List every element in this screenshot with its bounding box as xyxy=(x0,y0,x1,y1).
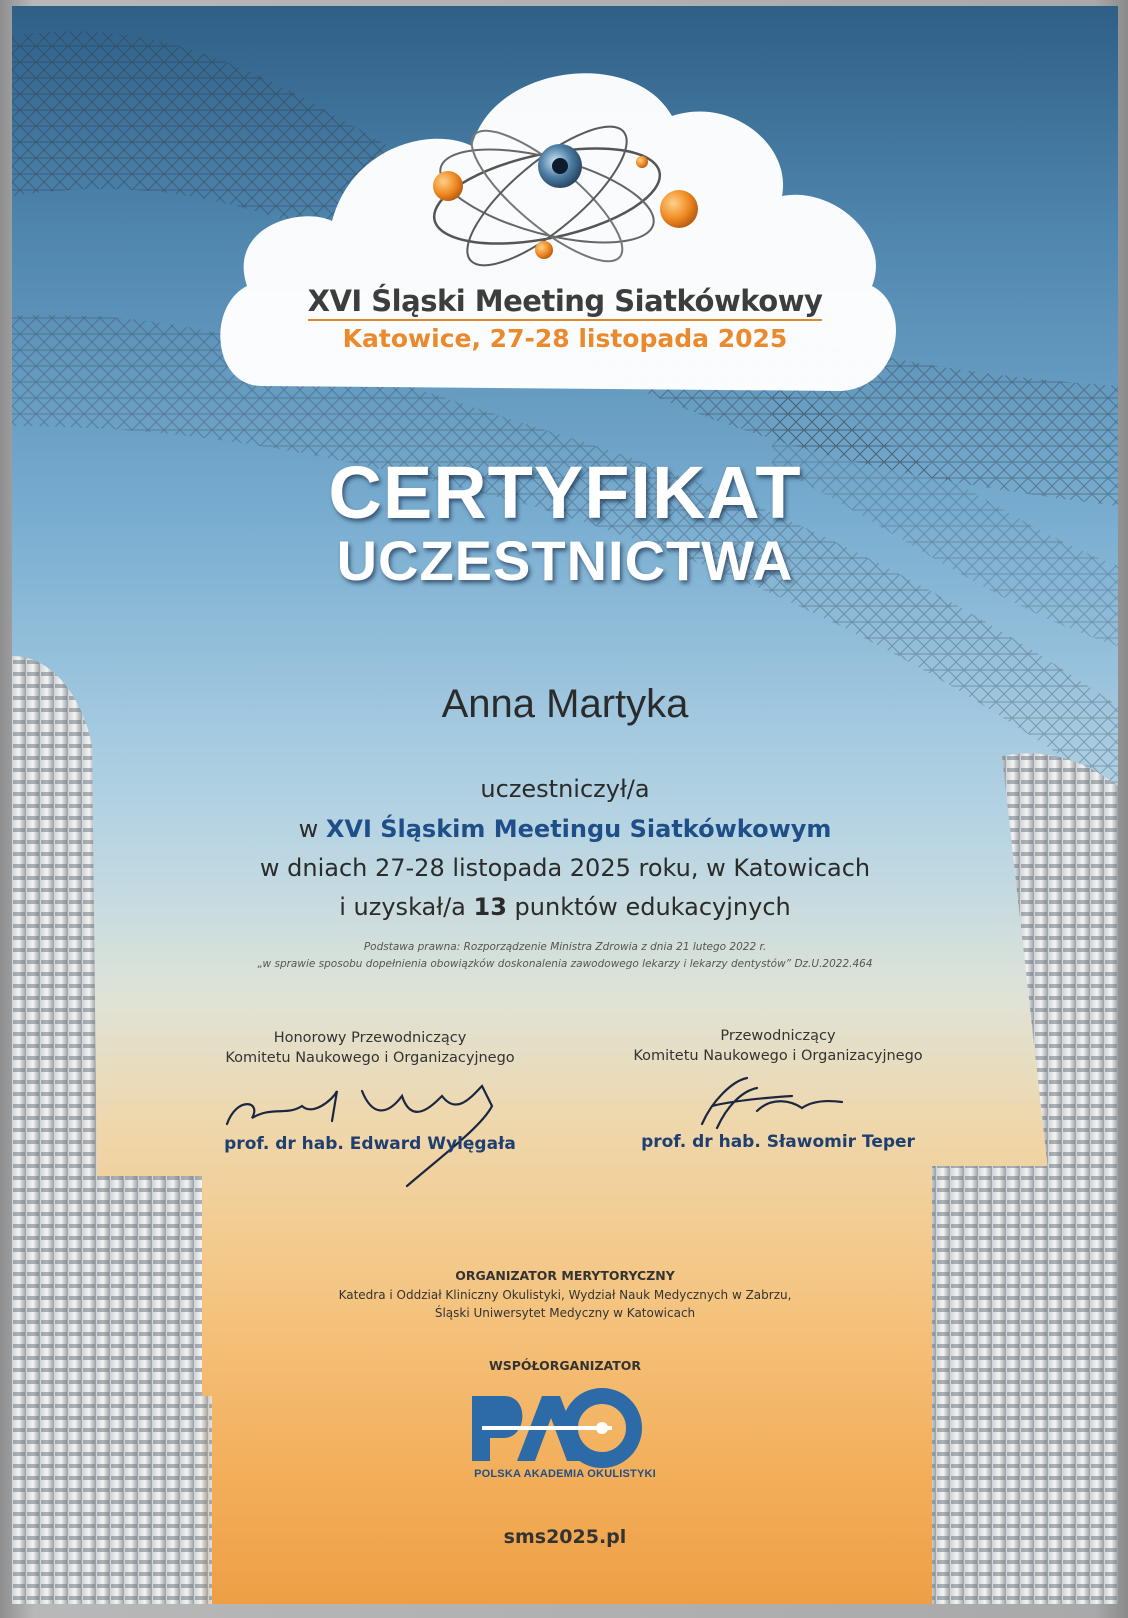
certificate-heading-line1: CERTYFIKAT xyxy=(328,451,802,534)
right-role-line1: Przewodniczący xyxy=(720,1028,836,1044)
body-line-1: uczestniczył/a xyxy=(480,775,650,803)
left-signatory-name: prof. dr hab. Edward Wylęgała xyxy=(224,1134,516,1154)
left-role-line1: Honorowy Przewodniczący xyxy=(273,1030,467,1046)
signature-block-right xyxy=(568,1026,988,1152)
website-link[interactable]: sms2025.pl xyxy=(503,1526,627,1548)
body-line-3: w dniach 27-28 listopada 2025 roku, w Katowicach xyxy=(259,854,871,882)
body-line-2-prefix: w xyxy=(298,815,326,843)
co-organizer-logo-subtitle: POLSKA AKADEMIA OKULISTYKI xyxy=(474,1468,656,1480)
body-line-2 xyxy=(12,815,1118,843)
education-points: 13 xyxy=(473,893,507,921)
co-organizer-heading: WSPÓŁORGANIZATOR xyxy=(488,1358,641,1373)
event-name-highlight: XVI Śląskim Meetingu Siatkówkowym xyxy=(325,815,832,843)
organizer-line2: Śląski Uniwersytet Medyczny w Katowicach xyxy=(434,1306,696,1320)
organizer-heading: ORGANIZATOR MERYTORYCZNY xyxy=(455,1268,675,1283)
event-title: XVI Śląski Meeting Siatkówkowy xyxy=(12,284,1118,318)
participant-name: Anna Martyka xyxy=(441,682,689,726)
body-line-4 xyxy=(12,893,1118,921)
body-line-4-prefix: i uzyskał/a xyxy=(339,893,474,921)
signature-block-left xyxy=(160,1028,580,1154)
legal-basis-line2: „w sprawie sposobu dopełnienia obowiązków doskonalenia zawodowego lekarzy i lekarzy dentystów” Dz.U.2022.464 xyxy=(257,958,873,970)
right-signatory-name: prof. dr hab. Sławomir Teper xyxy=(641,1132,915,1152)
signature-right-graphic xyxy=(702,1078,842,1128)
left-role-line2: Komitetu Naukowego i Organizacyjnego xyxy=(225,1050,515,1066)
event-date-place: Katowice, 27-28 listopada 2025 xyxy=(342,324,788,353)
certificate-heading-line2: UCZESTNICTWA xyxy=(336,529,794,592)
organizer-line1: Katedra i Oddział Kliniczny Okulistyki, Wydział Nauk Medycznych w Zabrzu, xyxy=(338,1288,792,1302)
pao-logo-icon xyxy=(472,1396,634,1461)
right-role-line2: Komitetu Naukowego i Organizacyjnego xyxy=(633,1048,923,1064)
legal-basis-line1: Podstawa prawna: Rozporządzenie Ministra Zdrowia z dnia 21 lutego 2022 r. xyxy=(363,941,767,953)
body-line-4-suffix: punktów edukacyjnych xyxy=(506,893,791,921)
certificate xyxy=(12,6,1118,1604)
